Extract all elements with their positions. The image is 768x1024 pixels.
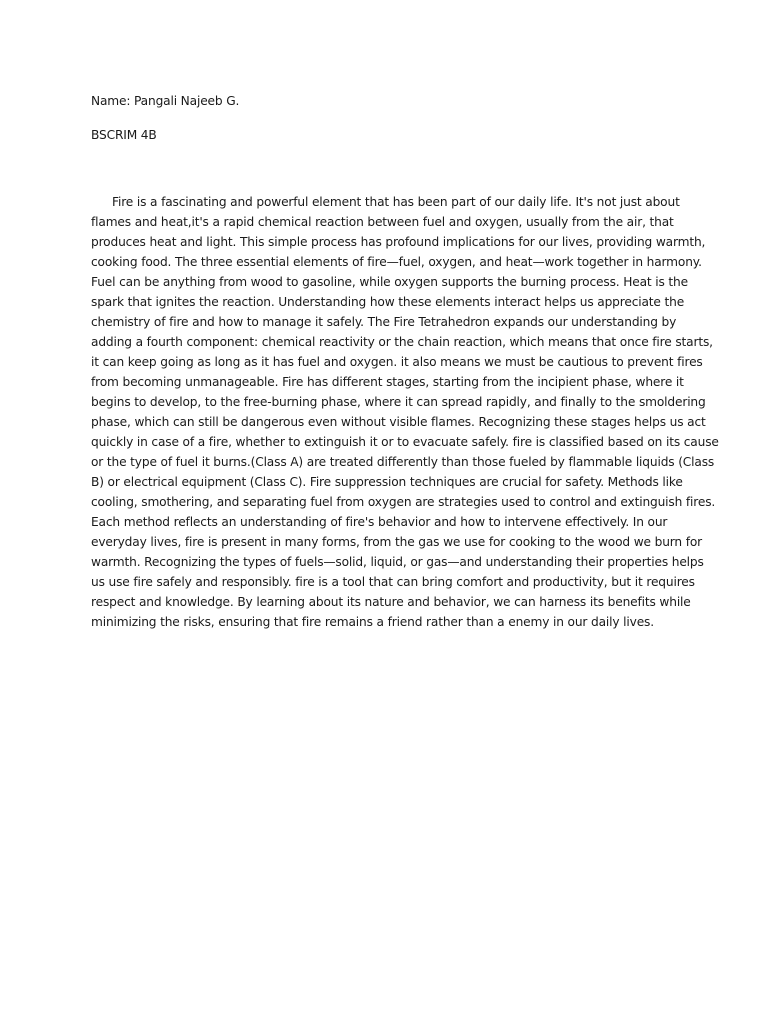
essay-line: produces heat and light. This simple process has profound implications for our lives, providing warmth,	[91, 235, 706, 249]
essay-line: Fuel can be anything from wood to gasoline, while oxygen supports the burning process. Heat is the	[91, 275, 688, 289]
essay-line: adding a fourth component: chemical reactivity or the chain reaction, which means that once fire starts,	[91, 335, 713, 349]
essay-line: quickly in case of a fire, whether to extinguish it or to evacuate safely. fire is classified based on its cause	[91, 435, 719, 449]
course-section: BSCRIM 4B	[91, 128, 157, 142]
essay-line: flames and heat,it's a rapid chemical reaction between fuel and oxygen, usually from the air, that	[91, 215, 674, 229]
essay-line: everyday lives, fire is present in many forms, from the gas we use for cooking to the wood we burn for	[91, 535, 703, 549]
essay-line: cooking food. The three essential elements of fire—fuel, oxygen, and heat—work together in harmony.	[91, 255, 702, 269]
essay-line: phase, which can still be dangerous even without visible flames. Recognizing these stages helps us act	[91, 415, 706, 429]
essay-line: spark that ignites the reaction. Understanding how these elements interact helps us appreciate the	[91, 295, 685, 309]
essay-line: minimizing the risks, ensuring that fire remains a friend rather than a enemy in our daily lives.	[91, 615, 654, 629]
essay-line: from becoming unmanageable. Fire has different stages, starting from the incipient phase, where it	[91, 375, 684, 389]
essay-line: or the type of fuel it burns.(Class A) are treated differently than those fueled by flammable liquids (Class	[91, 455, 715, 469]
essay-line: chemistry of fire and how to manage it safely. The Fire Tetrahedron expands our understanding by	[91, 315, 677, 329]
essay-line: it can keep going as long as it has fuel and oxygen. it also means we must be cautious to prevent fires	[91, 355, 703, 369]
essay-line: Each method reflects an understanding of fire's behavior and how to intervene effectively. In our	[91, 515, 668, 529]
essay-line: B) or electrical equipment (Class C). Fire suppression techniques are crucial for safety. Methods like	[91, 475, 683, 489]
essay-line: us use fire safely and responsibly. fire is a tool that can bring comfort and productivity, but it requires	[91, 575, 695, 589]
essay-line: respect and knowledge. By learning about its nature and behavior, we can harness its benefits while	[91, 595, 691, 609]
author-name: Name: Pangali Najeeb G.	[91, 94, 240, 108]
essay-line: cooling, smothering, and separating fuel from oxygen are strategies used to control and extinguish fires.	[91, 495, 716, 509]
essay-line: warmth. Recognizing the types of fuels—solid, liquid, or gas—and understanding their properties helps	[91, 555, 704, 569]
essay-line: begins to develop, to the free-burning phase, where it can spread rapidly, and finally to the smoldering	[91, 395, 706, 409]
essay-line: Fire is a fascinating and powerful element that has been part of our daily life. It's not just about	[112, 195, 680, 209]
essay-paragraph	[91, 192, 719, 632]
